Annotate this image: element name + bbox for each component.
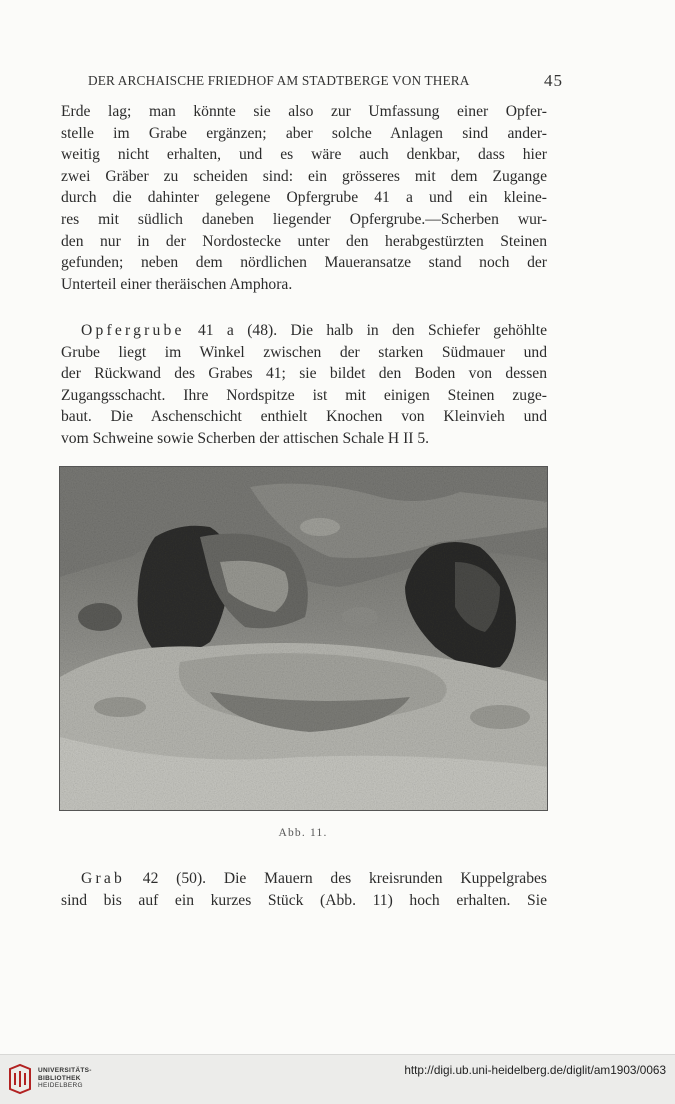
text-line [61,320,547,342]
text-line-rest: 41 a (48). Die halb in den Schiefer gehöhlte [184,322,547,339]
text-line: den nur in der Nordostecke unter den herabgestürzten Steinen [61,232,547,250]
paragraph-2 [61,320,547,450]
figure-photograph [59,466,548,811]
library-name-line: HEIDELBERG [38,1082,83,1090]
page-number: 45 [544,71,563,90]
running-title: DER ARCHAISCHE FRIEDHOF AM STADTBERGE VON THERA [88,73,470,88]
text-line [61,868,547,890]
text-line: sind bis auf ein kurzes Stück (Abb. 11) hoch erhalten. Sie [61,891,547,909]
section-heading-grab: Grab [81,870,125,887]
text-line: gefunden; neben dem nördlichen Maueransatze stand noch der [61,254,547,272]
text-line: Erde lag; man könnte sie also zur Umfassung einer Opfer- [61,103,547,120]
text-line: vom Schweine sowie Scherben der attischen Schale H II 5. [61,429,430,447]
text-line-rest: 42 (50). Die Mauern des kreisrunden Kuppelgrabes [124,870,547,887]
figure-caption: Abb. 11. [278,827,328,839]
library-name [38,1067,92,1090]
text-line: Grube liegt im Winkel zwischen der starken Südmauer und [61,343,547,361]
paragraph-3 [61,868,547,911]
text-line: baut. Die Aschenschicht enthielt Knochen von Kleinvieh und [61,408,547,426]
text-line: stelle im Grabe ergänzen; aber solche Anlagen sind ander- [61,124,547,142]
text-line: res mit südlich daneben liegender Opfergrube.—Scherben wur- [61,210,547,228]
text-line: weitig nicht erhalten, und es wäre auch denkbar, dass hier [61,146,547,164]
text-line: durch die dahinter gelegene Opfergrube 41 a und ein kleine- [61,189,547,207]
library-name-line: UNIVERSITÄTS- [38,1067,92,1074]
text-line: der Rückwand des Grabes 41; sie bildet den Boden von dessen [61,365,547,383]
footer-bar [0,1054,675,1104]
text-line: Zugangsschacht. Ihre Nordspitze ist mit einigen Steinen zuge- [61,386,547,404]
text-line: Unterteil einer theräischen Amphora. [61,275,293,293]
library-name-line: BIBLIOTHEK [38,1074,81,1082]
text-line: zwei Gräber zu scheiden sind: ein grösseres mit dem Zugange [61,167,547,185]
library-logo-icon [8,1063,32,1095]
running-header [88,73,588,89]
section-heading-opfergrube: Opfergrube [81,322,185,339]
paragraph-1 [61,101,547,295]
digital-library-link[interactable]: http://digi.ub.uni-heidelberg.de/diglit/am1903/0063 [404,1063,666,1077]
